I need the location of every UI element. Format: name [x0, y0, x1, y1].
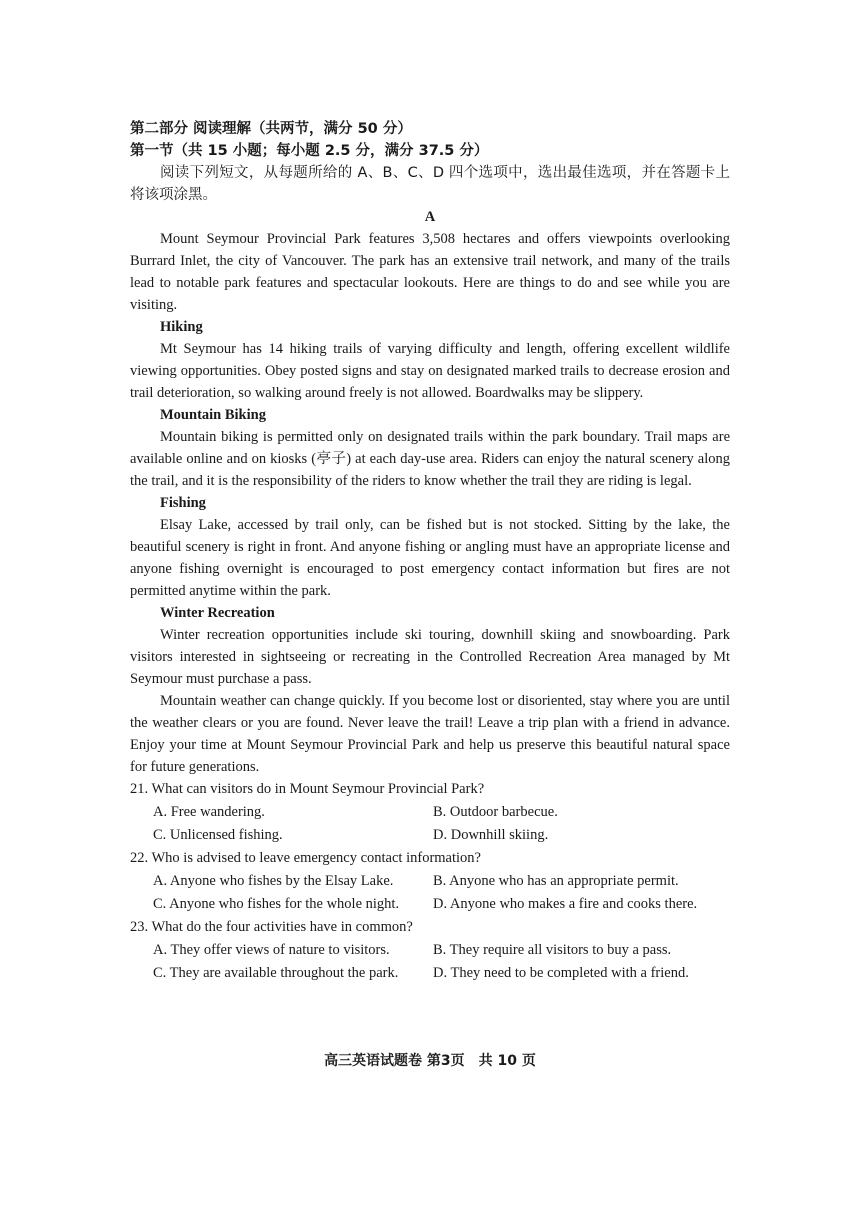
passage-intro: Mount Seymour Provincial Park features 3,508 hectares and offers viewpoints overlooking Burrard Inlet, the city of Vancouver. The park has an extensive trail network, and many of the trails lead to notable park features and spectacular lookouts. Here are things to do and see while you are visiting.	[130, 231, 730, 313]
option-d: D. They need to be completed with a friend.	[433, 965, 689, 981]
option-d: D. Anyone who makes a fire and cooks there.	[433, 896, 698, 912]
section-text-hiking: Mt Seymour has 14 hiking trails of varying difficulty and length, offering excellent wildlife viewing opportunities. Obey posted signs and stay on designated marked trails to decrease erosion and trail deterioration, so walking around freely is not allowed. Boardwalks may be slippery.	[130, 341, 730, 401]
section-heading-mountain-biking: Mountain Biking	[160, 407, 266, 423]
question-stem: 21. What can visitors do in Mount Seymour Provincial Park?	[130, 781, 485, 797]
instructions: 阅读下列短文，从每题所给的 A、B、C、D 四个选项中，选出最佳选项，并在答题卡上将该项涂黑。	[130, 165, 730, 203]
question-21	[130, 778, 730, 847]
section-text-mountain-biking: Mountain biking is permitted only on designated trails within the park boundary. Trail maps are available online and on kiosks (亭子) at each day-use area. Riders can enjoy the natural scenery along the trail, and it is the responsibility of the riders to know whether the trail they are riding is legal.	[130, 429, 730, 489]
exam-content	[130, 118, 730, 985]
answer-options	[153, 801, 730, 847]
option-d: D. Downhill skiing.	[433, 827, 549, 843]
section-text-winter-recreation: Winter recreation opportunities include ski touring, downhill skiing and snowboarding. Park visitors interested in sightseeing or recreating in the Controlled Recreation Area managed by Mt Seymour must purchase a pass.	[130, 627, 730, 687]
answer-options	[153, 939, 730, 985]
section-heading-winter-recreation: Winter Recreation	[160, 605, 275, 621]
option-c: C. They are available throughout the park.	[153, 965, 399, 981]
section-heading-fishing: Fishing	[160, 495, 206, 511]
section-heading-hiking: Hiking	[160, 319, 203, 335]
option-a: A. Anyone who fishes by the Elsay Lake.	[153, 873, 394, 889]
section-text-fishing: Elsay Lake, accessed by trail only, can be fished but is not stocked. Sitting by the lake, the beautiful scenery is right in front. And anyone fishing or angling must have an appropriate license and anyone fishing overnight is encouraged to post emergency contact information but fires are not permitted anytime within the park.	[130, 517, 730, 599]
question-stem: 23. What do the four activities have in common?	[130, 919, 413, 935]
question-23	[130, 916, 730, 985]
option-b: B. Outdoor barbecue.	[433, 804, 558, 820]
question-stem: 22. Who is advised to leave emergency contact information?	[130, 850, 481, 866]
question-22	[130, 847, 730, 916]
answer-options	[153, 870, 730, 916]
option-c: C. Anyone who fishes for the whole night.	[153, 896, 400, 912]
option-a: A. Free wandering.	[153, 804, 265, 820]
option-b: B. Anyone who has an appropriate permit.	[433, 873, 679, 889]
option-a: A. They offer views of nature to visitors.	[153, 942, 390, 958]
passage-closing: Mountain weather can change quickly. If you become lost or disoriented, stay where you are until the weather clears or you are found. Never leave the trail! Leave a trip plan with a friend in advance. Enjoy your time at Mount Seymour Provincial Park and help us preserve this beautiful natural space for future generations.	[130, 693, 730, 775]
option-b: B. They require all visitors to buy a pass.	[433, 942, 672, 958]
subsection-title: 第一节（共 15 小题；每小题 2.5 分，满分 37.5 分）	[130, 143, 489, 159]
passage-label: A	[424, 209, 436, 225]
page-footer: 高三英语试题卷 第3页 共 10 页	[324, 1053, 536, 1069]
option-c: C. Unlicensed fishing.	[153, 827, 283, 843]
section-title: 第二部分 阅读理解（共两节，满分 50 分）	[130, 121, 412, 137]
